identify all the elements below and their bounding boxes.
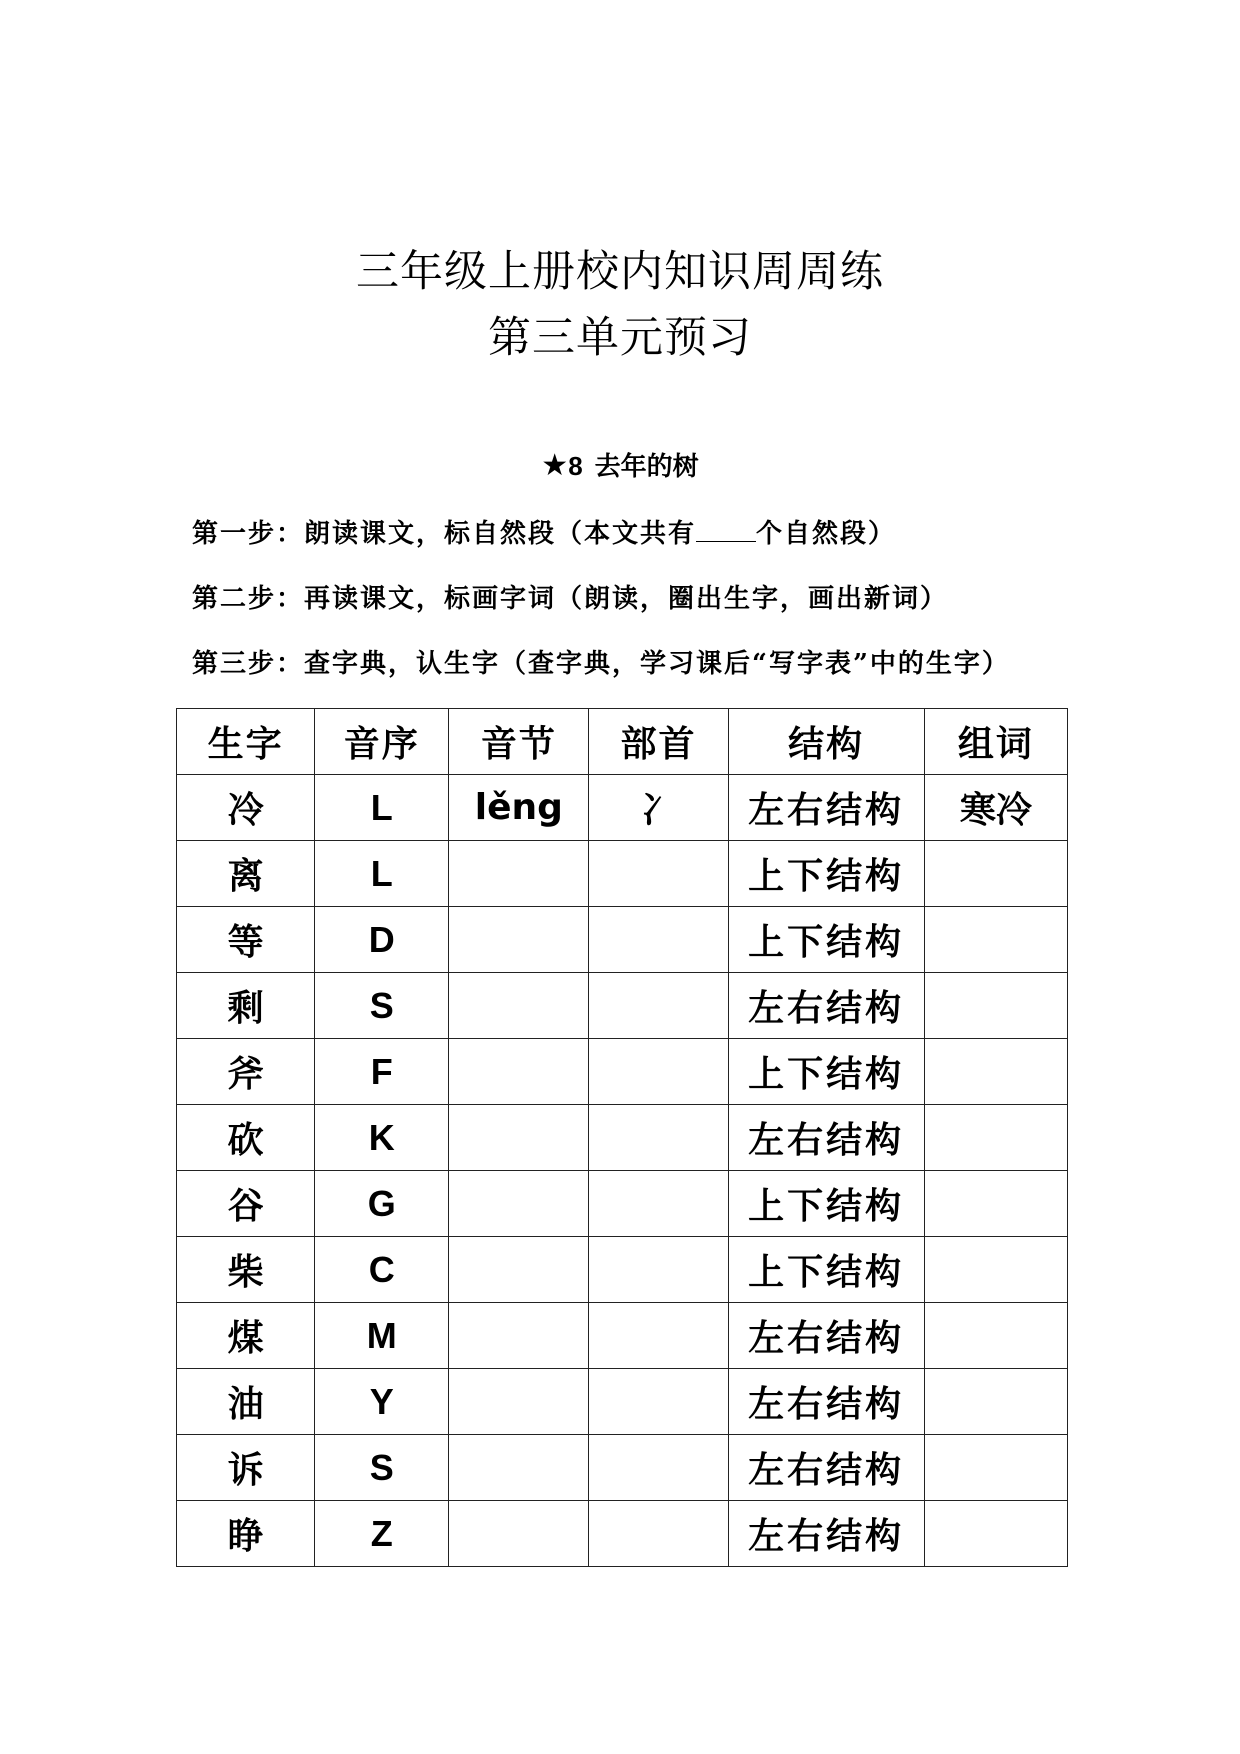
cell-character: 冷 xyxy=(177,775,315,841)
header-structure: 结构 xyxy=(728,709,924,775)
cell-radical[interactable] xyxy=(589,1039,728,1105)
cell-character: 谷 xyxy=(177,1171,315,1237)
cell-syllable[interactable] xyxy=(449,1501,589,1567)
cell-structure: 左右结构 xyxy=(728,1303,924,1369)
cell-character: 油 xyxy=(177,1369,315,1435)
cell-word[interactable] xyxy=(924,907,1067,973)
table-row xyxy=(177,1501,1068,1567)
cell-word[interactable] xyxy=(924,1435,1067,1501)
cell-radical[interactable] xyxy=(589,1369,728,1435)
cell-initial: L xyxy=(315,841,449,907)
header-character: 生字 xyxy=(177,709,315,775)
cell-syllable[interactable] xyxy=(449,907,589,973)
cell-character: 柴 xyxy=(177,1237,315,1303)
cell-character: 煤 xyxy=(177,1303,315,1369)
lesson-title: 去年的树 xyxy=(594,452,699,482)
cell-structure: 上下结构 xyxy=(728,1039,924,1105)
table-row xyxy=(177,1369,1068,1435)
cell-word[interactable] xyxy=(924,1369,1067,1435)
character-table xyxy=(176,708,1068,1567)
cell-syllable[interactable] xyxy=(449,1237,589,1303)
table-row xyxy=(177,1435,1068,1501)
cell-syllable: lěng xyxy=(449,775,589,841)
cell-syllable[interactable] xyxy=(449,841,589,907)
cell-word[interactable] xyxy=(924,1237,1067,1303)
table-row xyxy=(177,1237,1068,1303)
cell-radical[interactable] xyxy=(589,841,728,907)
cell-syllable[interactable] xyxy=(449,1039,589,1105)
cell-word[interactable] xyxy=(924,1501,1067,1567)
cell-character: 睁 xyxy=(177,1501,315,1567)
cell-syllable[interactable] xyxy=(449,973,589,1039)
table-row xyxy=(177,1105,1068,1171)
cell-character: 诉 xyxy=(177,1435,315,1501)
cell-structure: 左右结构 xyxy=(728,1369,924,1435)
worksheet-title: 三年级上册校内知识周周练 xyxy=(356,247,884,297)
cell-radical[interactable] xyxy=(589,1501,728,1567)
cell-radical[interactable] xyxy=(589,1171,728,1237)
cell-character: 剩 xyxy=(177,973,315,1039)
header-syllable: 音节 xyxy=(449,709,589,775)
step-one-text-end: 个自然段） xyxy=(756,519,897,549)
cell-character: 斧 xyxy=(177,1039,315,1105)
cell-character: 离 xyxy=(177,841,315,907)
cell-syllable[interactable] xyxy=(449,1303,589,1369)
table-row xyxy=(177,1171,1068,1237)
header-word: 组词 xyxy=(924,709,1067,775)
table-row xyxy=(177,775,1068,841)
cell-initial: S xyxy=(315,973,449,1039)
step-three: 第三步：查字典，认生字（查字典，学习课后“写字表”中的生字） xyxy=(192,649,1010,679)
cell-radical[interactable] xyxy=(589,1303,728,1369)
table-row xyxy=(177,907,1068,973)
cell-word[interactable] xyxy=(924,1105,1067,1171)
cell-character: 等 xyxy=(177,907,315,973)
cell-structure: 左右结构 xyxy=(728,1435,924,1501)
cell-structure: 上下结构 xyxy=(728,841,924,907)
lesson-number: 8 xyxy=(568,451,583,481)
cell-word: 寒冷 xyxy=(924,775,1067,841)
cell-word[interactable] xyxy=(924,973,1067,1039)
cell-initial: Y xyxy=(315,1369,449,1435)
cell-structure: 上下结构 xyxy=(728,1171,924,1237)
cell-structure: 上下结构 xyxy=(728,907,924,973)
cell-initial: K xyxy=(315,1105,449,1171)
cell-structure: 左右结构 xyxy=(728,775,924,841)
cell-word[interactable] xyxy=(924,1171,1067,1237)
table-row xyxy=(177,841,1068,907)
cell-word[interactable] xyxy=(924,841,1067,907)
cell-character: 砍 xyxy=(177,1105,315,1171)
cell-syllable[interactable] xyxy=(449,1369,589,1435)
cell-radical[interactable] xyxy=(589,907,728,973)
table-row xyxy=(177,1039,1068,1105)
cell-initial: D xyxy=(315,907,449,973)
step-one-text: 第一步：朗读课文，标自然段（本文共有 xyxy=(192,519,697,549)
cell-initial: M xyxy=(315,1303,449,1369)
step-one xyxy=(192,515,896,552)
table-header-row xyxy=(177,709,1068,775)
cell-radical: 冫 xyxy=(589,775,728,841)
cell-structure: 左右结构 xyxy=(728,1501,924,1567)
header-radical: 部首 xyxy=(589,709,728,775)
cell-syllable[interactable] xyxy=(449,1171,589,1237)
cell-word[interactable] xyxy=(924,1039,1067,1105)
table-row xyxy=(177,973,1068,1039)
cell-radical[interactable] xyxy=(589,973,728,1039)
lesson-heading xyxy=(0,448,1240,485)
cell-initial: L xyxy=(315,775,449,841)
cell-radical[interactable] xyxy=(589,1435,728,1501)
cell-initial: C xyxy=(315,1237,449,1303)
cell-structure: 上下结构 xyxy=(728,1237,924,1303)
step-two: 第二步：再读课文，标画字词（朗读，圈出生字，画出新词） xyxy=(192,584,949,614)
star-icon: ★ xyxy=(541,448,569,483)
cell-syllable[interactable] xyxy=(449,1105,589,1171)
header-initial: 音序 xyxy=(315,709,449,775)
table-row xyxy=(177,1303,1068,1369)
table-body xyxy=(177,775,1068,1567)
cell-initial: G xyxy=(315,1171,449,1237)
cell-structure: 左右结构 xyxy=(728,973,924,1039)
cell-word[interactable] xyxy=(924,1303,1067,1369)
cell-structure: 左右结构 xyxy=(728,1105,924,1171)
cell-initial: S xyxy=(315,1435,449,1501)
cell-syllable[interactable] xyxy=(449,1435,589,1501)
worksheet-subtitle: 第三单元预习 xyxy=(488,313,752,363)
cell-radical[interactable] xyxy=(589,1105,728,1171)
paragraph-count-blank[interactable] xyxy=(696,515,756,542)
cell-initial: F xyxy=(315,1039,449,1105)
cell-initial: Z xyxy=(315,1501,449,1567)
cell-radical[interactable] xyxy=(589,1237,728,1303)
